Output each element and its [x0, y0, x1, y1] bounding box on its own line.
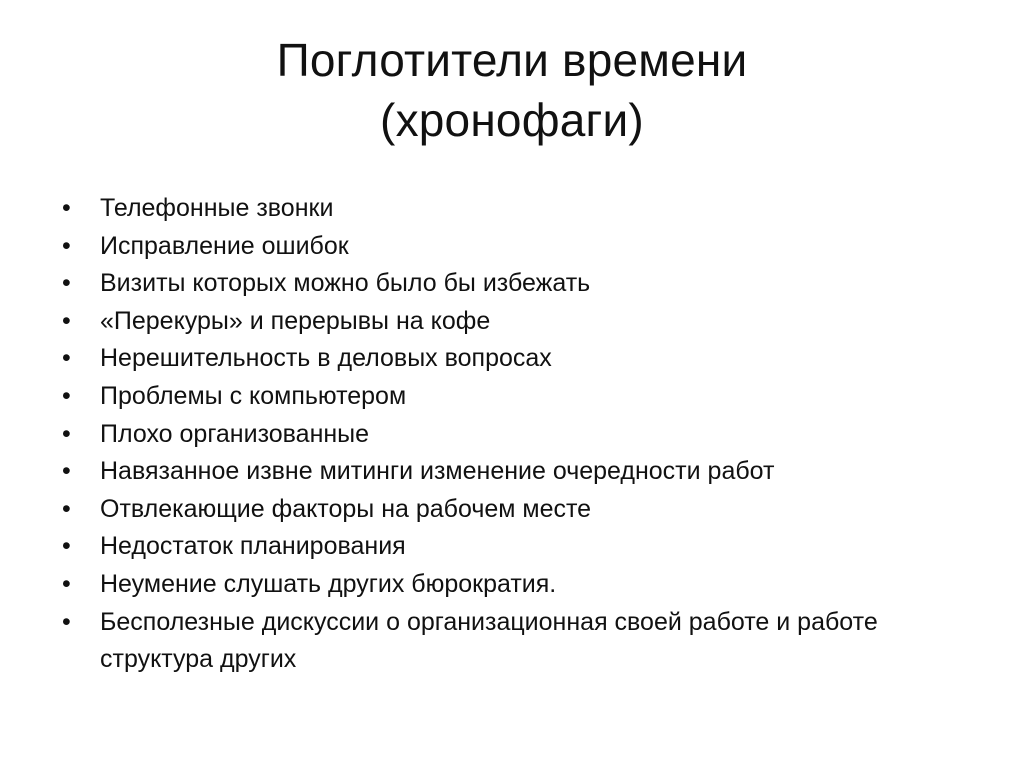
bullet-text: Неумение слушать других бюрократия. — [100, 569, 557, 598]
bullet-text: Исправление ошибок — [100, 231, 349, 260]
bullet-item — [58, 491, 958, 529]
bullet-icon: • — [62, 306, 71, 335]
bullet-text: «Перекуры» и перерывы на кофе — [100, 306, 491, 335]
bullet-icon: • — [62, 344, 71, 373]
bullet-text: Бесполезные дискуссии о организационная своей работе и работе структура других — [100, 607, 878, 674]
bullet-text: Недостаток планирования — [100, 532, 406, 561]
bullet-item — [58, 340, 958, 378]
bullet-icon: • — [62, 194, 71, 222]
bullet-list — [58, 190, 958, 679]
bullet-text: Телефонные звонки — [100, 194, 334, 222]
bullet-icon: • — [62, 381, 71, 410]
slide-title — [112, 30, 912, 150]
bullet-item — [58, 228, 958, 266]
bullet-item — [58, 566, 958, 604]
bullet-item — [58, 378, 958, 416]
bullet-text: Плохо организованные — [100, 419, 370, 448]
bullet-item — [58, 303, 958, 341]
bullet-icon: • — [62, 532, 71, 561]
bullet-icon: • — [62, 457, 71, 486]
bullet-icon: • — [62, 494, 71, 523]
title-line-1: Поглотители времени — [276, 34, 748, 86]
bullet-text: Визиты которых можно было бы избежать — [100, 269, 591, 298]
title-line-2: (хронофаги) — [380, 94, 644, 146]
bullet-icon: • — [62, 419, 71, 448]
bullet-item — [58, 604, 920, 679]
bullet-text: Нерешительность в деловых вопросах — [100, 344, 552, 373]
bullet-item — [58, 528, 958, 566]
bullet-text: Навязанное извне митинги изменение очередности работ — [100, 457, 775, 486]
bullet-item — [58, 190, 958, 228]
bullet-item — [58, 453, 958, 491]
bullet-item — [58, 265, 958, 303]
bullet-icon: • — [62, 269, 71, 298]
bullet-icon: • — [62, 607, 71, 636]
bullet-text: Проблемы с компьютером — [100, 381, 407, 410]
bullet-icon: • — [62, 231, 71, 260]
bullet-text: Отвлекающие факторы на рабочем месте — [100, 494, 592, 523]
bullet-item — [58, 416, 958, 454]
bullet-icon: • — [62, 569, 71, 598]
